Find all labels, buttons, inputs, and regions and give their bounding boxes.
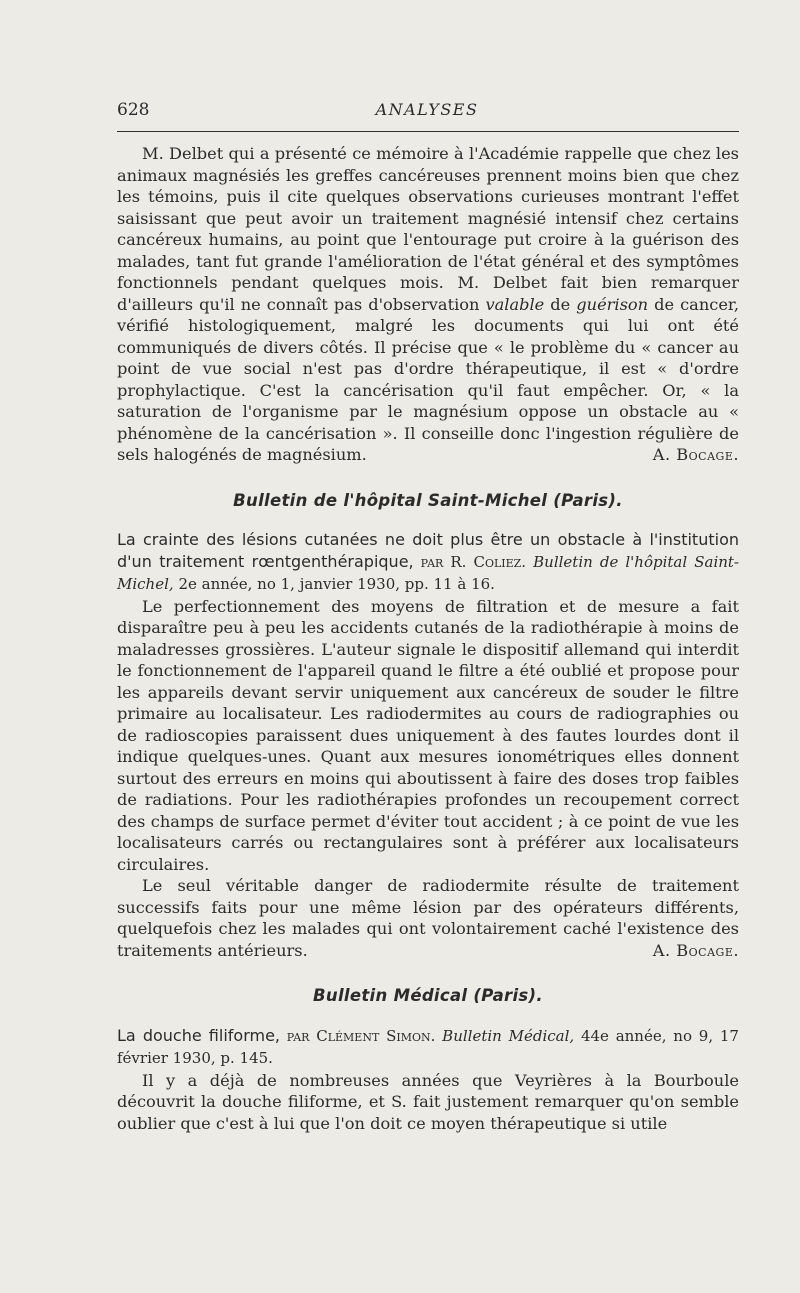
- reference-author: par Clément Simon.: [280, 1026, 443, 1045]
- italic-word: guérison: [576, 294, 649, 314]
- article-title: La douche filiforme,: [117, 1025, 281, 1045]
- article-title: La crainte des lésions cutanées ne doit plus être un obstacle à l'institution d'un traitement rœntgenthérapique,: [117, 530, 739, 571]
- article-reference: [117, 1025, 739, 1070]
- paragraph-text: de cancer, vérifié histologiquement, malgré les documents qui lui ont été communiqués de divers côtés. Il précise que « le problème du « cancer au point de vue social n'est pas d'ordre thérapeutique, il est « d'ordre prophylactique. C'est la cancérisation qu'il faut empêcher. Or, « la saturation de l'organisme par le magnésium oppose un obstacle au « phénomène de la cancérisation ». Il conseille donc l'ingestion régulière de sels halogénés de magnésium.: [117, 294, 740, 464]
- reference-details: 44e année, no 9, 17 février 1930, p. 145.: [117, 1026, 739, 1067]
- reference-details: 2e année, no 1, janvier 1930, pp. 11 à 16.: [173, 575, 495, 593]
- reference-journal: Bulletin de l'hôpital Saint-Michel,: [117, 552, 739, 593]
- reference-journal: Bulletin Médical,: [442, 1026, 575, 1045]
- article-reference: [117, 529, 739, 596]
- paragraph-text: de: [544, 294, 577, 314]
- page-number: 628: [117, 100, 150, 120]
- journal-heading-saint-michel: Bulletin de l'hôpital Saint-Michel (Paris).: [233, 490, 623, 510]
- body-paragraph: Le seul véritable danger de radiodermite résulte de traitement successifs faits pour une même lésion par des opérateurs différents, quelquefois chez les malades qui ont volontairement caché l'existence des traitements antérieurs.: [117, 876, 739, 960]
- page-body: [117, 143, 739, 1134]
- italic-word: valable: [485, 294, 545, 314]
- delbet-paragraph: [117, 143, 739, 466]
- running-title: ANALYSES: [375, 100, 479, 119]
- paragraph-text: M. Delbet qui a présenté ce mémoire à l'Académie rappelle que chez les animaux magnésiés les greffes cancéreuses prennent moins bien que chez les témoins, puis il cite quelques observations curieuses montrant l'effet saisissant que peut avoir un traitement magnésié intensif chez certains cancéreux humains, au point que l'entourage put croire à la guérison des malades, tant fut grande l'amélioration de l'état général et des symptômes fonctionnels pendant quelques mois. M. Delbet fait bien remarquer d'ailleurs qu'il ne connaît pas d'observation: [117, 144, 739, 314]
- signature: A. Bocage.: [652, 445, 739, 464]
- page-header: [117, 100, 737, 124]
- reference-author: par R. Coliez.: [413, 552, 534, 571]
- body-paragraph: Il y a déjà de nombreuses années que Veyrières à la Bourboule découvrit la douche filiforme, et S. fait justement remarquer qu'on semble oublier que c'est à lui que l'on doit ce moyen thérapeutique si utile: [117, 1070, 739, 1133]
- signature: A. Bocage.: [652, 940, 739, 960]
- header-rule: [117, 131, 739, 132]
- body-paragraph: Le perfectionnement des moyens de filtration et de mesure a fait disparaître peu à peu les accidents cutanés de la radiothérapie à moins de maladresses grossières. L'auteur signale le dispositif allemand qui interdit le fonctionnement de l'appareil quand le filtre a été oublié et propose pour les appareils devant servir uniquement aux cancéreux de souder le filtre primaire au localisateur. Les radiodermites au cours de radiographies ou de radioscopies paraissent dues uniquement à des fautes lourdes dont il indique quelques-unes. Quant aux mesures ionométriques elles donnent surtout des erreurs en moins qui aboutissent à faire des doses trop faibles de radiations. Pour les radiothérapies profondes un recoupement correct des champs de surface permet d'éviter tout accident ; à ce point de vue les localisateurs carrés ou rectangulaires sont à préférer aux localisateurs circulaires.: [117, 596, 739, 874]
- journal-heading-bulletin-medical: Bulletin Médical (Paris).: [313, 986, 543, 1005]
